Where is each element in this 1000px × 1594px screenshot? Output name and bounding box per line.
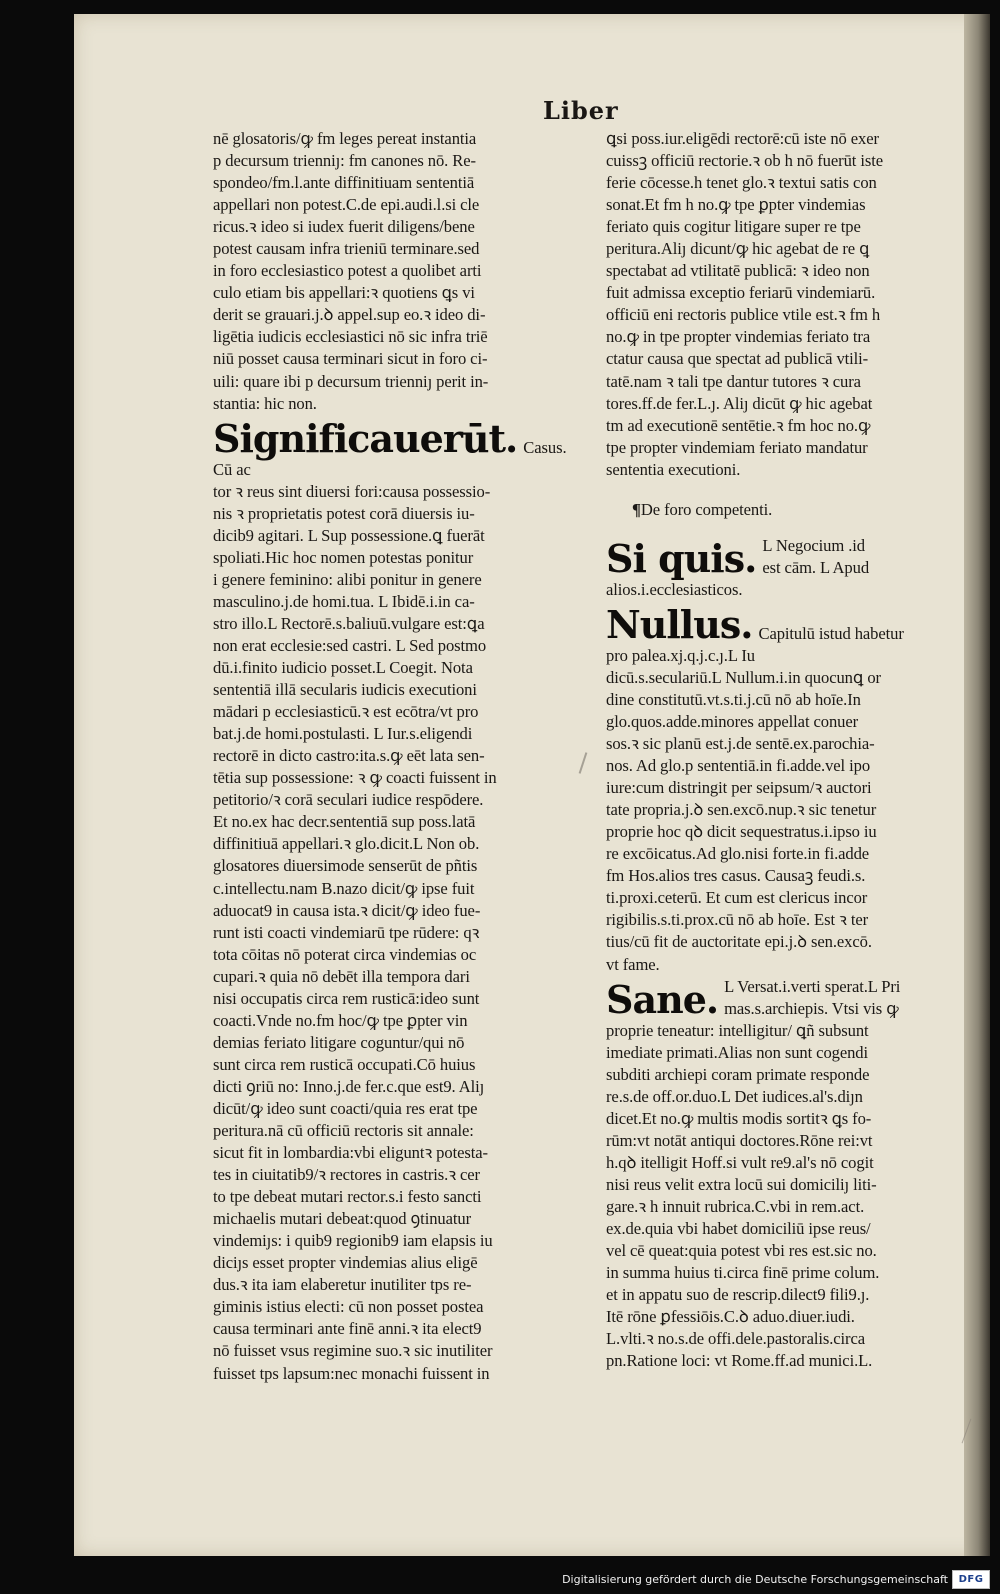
right-text-block-b <box>606 579 950 601</box>
text-line: dicti ꝯriū no: Inno.j.de fer.c.que est9. Aliȷ <box>213 1076 485 1096</box>
text-line: Cū ac <box>213 459 251 479</box>
spacer <box>606 521 950 535</box>
running-title: Liber <box>543 96 619 125</box>
text-line: vindemiȷs: i quib9 regionib9 iam elapsis iu <box>213 1231 493 1251</box>
text-line: fuit admissa exceptio feriarū vindemiarū. <box>606 283 876 303</box>
text-line: nō fuisset vsus regimine suo.ꝛ sic inutiliter <box>213 1341 493 1361</box>
text-line: dine constitutū.vt.s.ti.j.cū nō ab hoīe.In <box>606 689 861 709</box>
text-line: nisi reus velit extra locū sui domiciliȷ liti- <box>606 1174 877 1194</box>
right-text-block-c <box>606 645 950 976</box>
text-line: mādari p ecclesiasticū.ꝛ est ecōtra/vt pro <box>213 702 479 722</box>
text-line: sententia executioni. <box>606 459 741 479</box>
sane-side <box>724 976 900 1020</box>
text-line: pn.Ratione loci: vt Rome.ff.ad munici.L. <box>606 1351 873 1371</box>
left-text-block-b <box>213 459 553 1385</box>
text-line: vt fame. <box>606 954 660 974</box>
text-line: i genere feminino: alibi ponitur in genere <box>213 569 482 589</box>
text-line: tpe propter vindemiam feriato mandatur <box>606 437 868 457</box>
text-line: pro palea.xj.q.j.c.ȷ.L Iu <box>606 645 755 665</box>
text-line: rigibilis.s.ti.prox.cū nō ab hoīe. Est ꝛ ter <box>606 910 869 930</box>
text-line: gare.ꝛ h innuit rubrica.C.vbi in rem.act. <box>606 1196 865 1216</box>
text-line: peritura.nā cū officiū rectoris sit annale: <box>213 1121 474 1141</box>
text-line: tm ad executionē sentētie.ꝛ fm hoc no.ꝙ <box>606 415 871 435</box>
text-line: niū posset causa terminari sicut in foro ci- <box>213 349 488 369</box>
text-line: spectabat ad vtilitatē publicā: ꝛ ideo non <box>606 261 870 281</box>
text-line: spoliati.Hic hoc nomen potestas ponitur <box>213 547 474 567</box>
text-line: Et no.ex hac decr.sententiā sup poss.latā <box>213 812 476 832</box>
left-text-block-a <box>213 128 553 415</box>
left-column <box>213 128 567 1385</box>
text-line: peritura.Aliȷ dicunt/ꝙ hic agebat de re ꝗ <box>606 239 870 259</box>
text-line: coacti.Vnde no.fm hoc/ꝙ tpe ꝑpter vin <box>213 1010 468 1030</box>
text-line: glo.quos.adde.minores appellat conuer <box>606 711 859 731</box>
text-line: re excōicatus.Ad glo.nisi forte.in fi.adde <box>606 844 870 864</box>
text-line: sunt circa rem rusticā occupati.Cō huius <box>213 1054 476 1074</box>
text-line: cuissꝫ officiū rectorie.ꝛ ob h nō fuerūt iste <box>606 151 883 171</box>
text-line: dū.i.finito iudicio posset.L Coegit. Nota <box>213 658 473 678</box>
text-line: et in appatu suo de rescrip.dilect9 fili9.ȷ. <box>606 1285 870 1305</box>
text-line: spondeo/fm.l.ante diffinitiuam sententiā <box>213 173 475 193</box>
text-line: re.s.de off.or.duo.L Det iudices.al's.diȷn <box>606 1086 863 1106</box>
text-line: iure:cum distringit per seipsum/ꝛ auctori <box>606 778 872 798</box>
sane-initial: Sane. <box>606 976 719 1022</box>
page-edge-shadow <box>964 14 990 1556</box>
text-line: bat.j.de homi.postulasti. L Iur.s.eligendi <box>213 724 473 744</box>
text-line: culo etiam bis appellari:ꝛ quotiens ꝗs vi <box>213 283 475 303</box>
text-line: proprie hoc qꝺ dicit sequestratus.i.ipso iu <box>606 822 877 842</box>
text-line: imediate primati.Alias non sunt cogendi <box>606 1042 869 1062</box>
text-line: vel cē queat:quia potest vbi res est.sic no. <box>606 1241 877 1261</box>
text-line: potest causam infra trieniū terminare.sed <box>213 239 480 259</box>
nullus-heading <box>606 601 950 645</box>
sane-side-1: L Versat.i.verti sperat.L Pri <box>724 976 901 996</box>
text-line: giminis istius electi: cū non posset postea <box>213 1297 484 1317</box>
text-line: officiū eni rectoris publice vtile est.ꝛ fm h <box>606 305 881 325</box>
text-line: dicet.Et no.ꝙ multis modis sortitꝛ ꝗs fo- <box>606 1108 872 1128</box>
text-line: sos.ꝛ sic planū est.j.de sentē.ex.parochia- <box>606 734 875 754</box>
text-line: tate propria.j.ꝺ sen.excō.nup.ꝛ sic tenetur <box>606 800 877 820</box>
text-line: tatē.nam ꝛ tali tpe dantur tutores ꝛ cura <box>606 371 861 391</box>
si-quis-initial: Si quis. <box>606 535 757 581</box>
right-text-block-d <box>606 1020 950 1373</box>
text-line: nos. Ad glo.p sententiā.in fi.adde.vel ipo <box>606 756 871 776</box>
text-line: dicū.s.seculariū.L Nullum.i.in quocunꝗ or <box>606 667 881 687</box>
text-line: ligētia iudicis ecclesiastici nō sic infra triē <box>213 327 488 347</box>
text-line: tius/cū fit de auctoritate epi.j.ꝺ sen.excō. <box>606 932 872 952</box>
text-line: dus.ꝛ ita iam elaberetur inutiliter tps re- <box>213 1275 472 1295</box>
text-line: tētia sup possessione: ꝛ ꝙ coacti fuissent in <box>213 768 497 788</box>
text-line: c.intellectu.nam B.nazo dicit/ꝙ ipse fuit <box>213 878 475 898</box>
sane-heading <box>606 976 950 1020</box>
text-line: stro illo.L Rectorē.s.baliuū.vulgare est:ꝗa <box>213 613 485 633</box>
text-line: in foro ecclesiastico potest a quolibet arti <box>213 261 482 281</box>
text-line: cupari.ꝛ quia nō debēt illa tempora dari <box>213 966 470 986</box>
text-line: tes in ciuitatib9/ꝛ rectores in castris.ꝛ cer <box>213 1165 480 1185</box>
text-line: feriato quis cogitur litigare super re tpe <box>606 217 861 237</box>
text-line: to tpe debeat mutari rector.s.i festo sancti <box>213 1187 482 1207</box>
si-quis-side-1: L Negocium .id <box>762 535 865 555</box>
right-column <box>606 128 950 1372</box>
text-line: h.qꝺ itelligit Hoff.si vult re9.al's nō cogit <box>606 1152 874 1172</box>
spacer <box>606 481 950 499</box>
text-line: masculino.j.de homi.tua. L Ibidē.i.in ca- <box>213 591 475 611</box>
text-line: uili: quare ibi p decursum trienniȷ perit in- <box>213 371 489 391</box>
significauerunt-heading <box>213 415 567 461</box>
text-line: tores.ff.de fer.L.ȷ. Aliȷ dicūt ꝙ hic agebat <box>606 393 873 413</box>
text-line: sententiā illā secularis iudicis executioni <box>213 680 477 700</box>
text-line: dicūt/ꝙ ideo sunt coacti/quia res erat tpe <box>213 1098 478 1118</box>
dfg-logo-text: DFG <box>958 1574 984 1585</box>
text-line: fuisset tps lapsum:nec monachi fuissent in <box>213 1363 490 1383</box>
dfg-logo <box>952 1570 990 1589</box>
right-text-block-a <box>606 128 950 481</box>
text-line: causa terminari ante finē anni.ꝛ ita elect9 <box>213 1319 482 1339</box>
nullus-initial: Nullus. <box>606 601 753 647</box>
text-line: no.ꝙ in tpe propter vindemias feriato tra <box>606 327 871 347</box>
nullus-side: Capitulū istud habetur <box>758 623 904 643</box>
text-line: nē glosatoris/ꝙ fm leges pereat instantia <box>213 129 477 148</box>
si-quis-side <box>762 535 869 579</box>
text-line: michaelis mutari debeat:quod ꝯtinuatur <box>213 1209 471 1229</box>
text-line: ex.de.quia vbi habet domiciliū ipse reus/ <box>606 1218 871 1238</box>
text-line: petitorio/ꝛ corā seculari iudice respōdere. <box>213 790 484 810</box>
sane-side-2: mas.s.archiepis. Vtsi vis ꝙ <box>724 998 899 1018</box>
text-line: dicib9 agitari. L Sup possessione.ꝗ fuerāt <box>213 525 485 545</box>
text-line: ricus.ꝛ ideo si iudex fuerit diligens/bene <box>213 217 475 237</box>
text-line: nis ꝛ proprietatis potest corā diuersis iu- <box>213 503 475 523</box>
text-line: Itē rōne ꝑfessiōis.C.ꝺ aduo.diuer.iudi. <box>606 1307 855 1327</box>
text-line: L.vlti.ꝛ no.s.de offi.dele.pastoralis.circa <box>606 1329 866 1349</box>
text-line: ctatur causa que spectat ad publicā vtili- <box>606 349 869 369</box>
text-line: diciȷs esset propter vindemias alius eligē <box>213 1253 478 1273</box>
section-title <box>632 499 950 521</box>
text-line: sicut fit in lombardia:vbi eliguntꝛ potesta- <box>213 1143 488 1163</box>
initial-side-note: Casus. <box>523 437 567 457</box>
text-line: tor ꝛ reus sint diuersi fori:causa possessio- <box>213 481 491 501</box>
text-line: aduocat9 in causa ista.ꝛ dicit/ꝙ ideo fue- <box>213 900 481 920</box>
text-line: appellari non potest.C.de epi.audi.l.si cle <box>213 195 480 215</box>
text-line: derit se grauari.j.ꝺ appel.sup eo.ꝛ ideo di- <box>213 305 486 325</box>
si-quis-heading <box>606 535 950 579</box>
text-line: ꝗsi poss.iur.eligēdi rectorē:cū iste nō exer <box>606 129 879 148</box>
text-line: in summa huius ti.circa finē prime colum. <box>606 1263 880 1283</box>
text-line: alios.i.ecclesiasticos. <box>606 579 743 599</box>
digitization-credit: Digitalisierung gefördert durch die Deutsche Forschungsgemeinschaft <box>562 1573 948 1586</box>
text-line: proprie teneatur: intelligitur/ ꝗñ subsunt <box>606 1020 869 1040</box>
text-line: nisi occupatis circa rem rusticā:ideo sunt <box>213 988 480 1008</box>
text-line: ti.proxi.ceterū. Et cum est clericus incor <box>606 888 868 908</box>
section-title-text: De foro competenti. <box>640 499 773 519</box>
text-line: glosatores diuersimode senserūt de pñtis <box>213 856 478 876</box>
text-line: stantia: hic non. <box>213 393 317 413</box>
text-line: p decursum trienniȷ: fm canones nō. Re- <box>213 151 476 171</box>
si-quis-side-2: est cām. L Apud <box>762 557 870 577</box>
text-line: runt isti coacti vindemiarū tpe rūdere: qꝛ <box>213 922 480 942</box>
text-line: diffinitiuā appellari.ꝛ glo.dicit.L Non ob. <box>213 834 480 854</box>
text-line: fm Hos.alios tres casus. Causaꝫ feudi.s. <box>606 866 866 886</box>
pilcrow-icon: ¶ <box>632 499 641 519</box>
initial-word: Significauerūt. <box>213 415 518 461</box>
text-line: rectorē in dicto castro:ita.s.ꝙ eēt lata sen- <box>213 746 485 766</box>
text-line: subditi archiepi coram primate responde <box>606 1064 870 1084</box>
text-line: rūm:vt notāt antiqui doctores.Rōne rei:vt <box>606 1130 873 1150</box>
text-line: tota cōitas nō poterat circa vindemias oc <box>213 944 477 964</box>
text-line: non erat ecclesie:sed castri. L Sed postmo <box>213 635 487 655</box>
text-line: demias feriato litigare coguntur/qui nō <box>213 1032 465 1052</box>
text-line: ferie cōcesse.h tenet glo.ꝛ textui satis con <box>606 173 877 193</box>
text-line: sonat.Et fm h no.ꝙ tpe ꝑpter vindemias <box>606 195 866 215</box>
